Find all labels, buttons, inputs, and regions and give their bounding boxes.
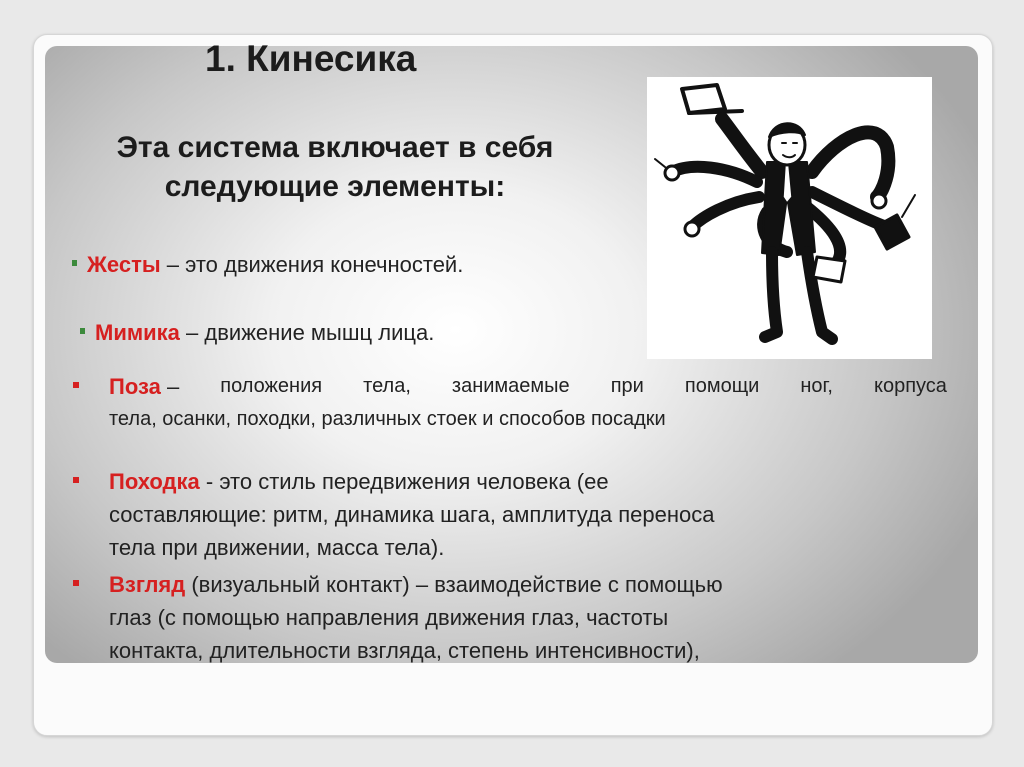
term-gait: Походка — [109, 469, 200, 494]
term-gaze: Взгляд — [109, 572, 186, 597]
term-posture: Поза — [109, 374, 161, 399]
term-mimicry: Мимика — [95, 320, 180, 345]
gait-description-line2: составляющие: ритм, динамика шага, амплитуда переноса — [109, 502, 715, 527]
posture-word: тела, — [363, 375, 411, 397]
posture-word: ног, — [800, 375, 833, 397]
posture-dash: – — [166, 374, 180, 399]
posture-description-line2: тела, осанки, походки, различных стоек и способов посадки — [109, 408, 666, 430]
red-bullet-icon — [73, 580, 79, 586]
intro-text: Эта система включает в себя следующие элементы: — [116, 131, 554, 203]
red-bullet-icon — [73, 477, 79, 483]
gait-description-line3: тела при движении, масса тела). — [109, 535, 445, 560]
cartoon-businessman-with-many-arms-icon — [647, 77, 932, 359]
posture-word: положения — [220, 375, 323, 397]
posture-word: помощи — [684, 375, 760, 397]
red-bullet-icon — [73, 382, 79, 388]
gestures-description: – это движения конечностей. — [166, 252, 464, 277]
green-bullet-icon — [72, 260, 77, 266]
posture-word: корпуса — [873, 375, 947, 397]
businessman-illustration — [647, 77, 932, 359]
gaze-description-line2: глаз (с помощью направления движения глаз, частоты — [109, 605, 669, 630]
list-item-gestures — [87, 252, 463, 278]
term-gestures: Жесты — [87, 252, 161, 277]
posture-word: занимаемые — [451, 375, 570, 397]
slide-title: 1. Кинесика — [205, 38, 417, 79]
list-item-gait — [109, 465, 909, 564]
list-item-gaze — [109, 568, 929, 667]
gait-description-line1: - это стиль передвижения человека (ее — [205, 469, 609, 494]
gaze-description-line1: (визуальный контакт) – взаимодействие с помощью — [191, 572, 723, 597]
green-bullet-icon — [80, 328, 85, 334]
posture-word: при — [610, 375, 644, 397]
list-item-posture — [109, 370, 947, 436]
mimicry-description: – движение мышц лица. — [186, 320, 435, 345]
gaze-description-line3: контакта, длительности взгляда, степень интенсивности), — [109, 638, 700, 663]
list-item-mimicry — [95, 320, 434, 346]
